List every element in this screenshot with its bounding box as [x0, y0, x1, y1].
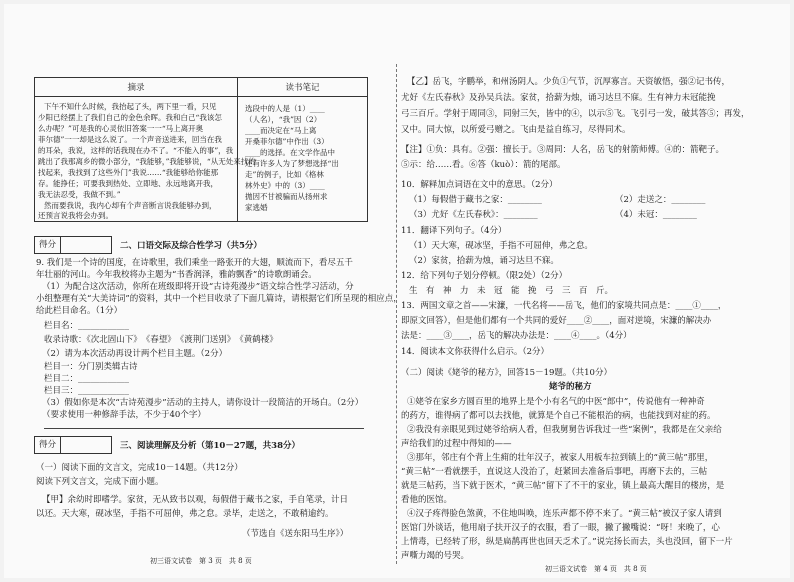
story-line: ②我没有亲眼见到过姥爷给病人看，但我舅舅告诉我过一些“案例”，我都是在父亲给 [407, 425, 722, 435]
excerpt-line: 我无法忍受，我做不到。” [38, 190, 121, 199]
story-line: 声嘶力竭的号哭。 [401, 551, 470, 561]
notes-line: 【注】①负：具有。②强：擅长于。③周同：人名，岳飞的射箭师傅。④的：箭靶子。 [401, 145, 725, 155]
q13-line: 法是：____③____，岳飞的解决办法是：____④____。（4分） [401, 331, 632, 341]
score-label: 得分 [35, 237, 61, 253]
story-line: ③那年，邻庄有个背上生痈的壮年汉子，被家人用板车拉到镇上的“黄三帖”那里， [407, 453, 714, 463]
answer-line [44, 428, 364, 429]
excerpt-cell [35, 97, 256, 222]
q9-line: 小组整理有关“大美诗词”的资料，其中一个栏目收录了下面几篇诗，请根据它们所呈现的相应点， [36, 294, 402, 304]
q10-item: （3）尤好《左氏春秋》：________ [409, 210, 538, 220]
note-line: ____的选择。在文学作品中 [245, 148, 335, 157]
score-label: 得分 [35, 437, 61, 453]
notes-header: 读书笔记 [238, 78, 368, 97]
q9-line: 9. 我们是一个诗的国度，在诗歌里，我们乘坐一路张开的大翅，顺流而下，看尽五千 [36, 258, 353, 268]
story-line: ④汉子疼得脸色煞黄，不住地叫唤，连乐声都不停不来了。“黄三帖”被汉子家人请到 [407, 509, 722, 519]
excerpt-line: 跳出了我那离乡的微小部分，“我能够，”我能够说，“从无处来找的 [38, 157, 256, 166]
q11-prompt: 11．翻译下列句子。（4分） [401, 226, 507, 236]
page-footer: 初三语文试卷 第 4 页 共 8 页 [545, 565, 647, 573]
reading-2-intro: （二）阅读《姥爷的秘方》，回答15－19题。（共10分） [401, 368, 612, 378]
q12-prompt: 12．给下列句子划分停顿。（限2处）（2分） [401, 271, 568, 281]
excerpt-line: 找起来，我找到了这些外门”我说……“我能够给你能那 [38, 168, 219, 177]
q9-line: 年壮丽的河山。今年我校将办主题为“书香润泽，雅韵飘香”的诗歌朗诵会。 [36, 270, 317, 280]
passage-yi-line: 弓三百斤。学射于周同③，同射三矢，皆中的④，以示⑤飞。飞引弓一发，破其答⑤；再发， [401, 109, 750, 119]
column-3: 栏目三：____________ [44, 386, 130, 396]
q9-line: （1）为配合这次活动，你所在班级即将开设“古诗苑漫步”语文综合性学习活动，分 [42, 282, 354, 292]
reading-1-intro: （一）阅读下面的文言文，完成10－14题。（共12分） [36, 463, 243, 473]
passage-yi-line: 又中。同大惊，以所爱弓赠之。飞由是益自练习，尽得同术。 [401, 125, 631, 135]
note-line: 家逃婚 [245, 203, 268, 212]
score-box-section-3 [34, 436, 112, 454]
q13-line: 即原文回答），但是他们都有一个共同的爱好____②____，面对逆境，宋濂的解决办 [401, 316, 712, 326]
excerpt-line: 还预言说我将会办到。 [38, 211, 113, 220]
excerpt-line: 菲尔德”一一却是这么说了。一个声音送进来，回当在我 [38, 135, 222, 144]
q14-prompt: 14．阅读本文你获得什么启示。（2分） [401, 347, 549, 357]
page-4 [399, 4, 790, 578]
story-line: 看他的医馆。 [401, 495, 453, 505]
passage-yi-line: 尤好《左氏春秋》及孙吴兵法。家贫，拾薪为烛，诵习达旦不寐。生有神力未冠能挽 [401, 93, 716, 103]
excerpt-line: 么办呢？”可是我的心灵依旧答案一一“马上离开奥 [38, 124, 204, 133]
q9-2-prompt: （2）请为本次活动再设计两个栏目主题。（2分） [42, 349, 228, 359]
page-footer: 初三语文试卷 第 3 页 共 8 页 [150, 557, 252, 565]
note-line: ____而决定在“马上离 [245, 126, 317, 135]
q9-3-requirement: （要求使用一种修辞手法，不少于40个字） [42, 410, 206, 420]
story-line: 就是三帖药，当下就于医术，“黄三帖”留下了不干的家业，镇上最高大醒目的楼房，是 [401, 481, 725, 491]
column-name-answer: 栏目名：____________ [44, 321, 130, 331]
section-2-title: 二、口语交际及综合性学习（共5分） [120, 241, 262, 251]
note-line: 林外史》中的（3）____ [245, 181, 325, 190]
page-3 [4, 4, 402, 578]
note-line: （人名），“我”因（2） [245, 115, 322, 124]
note-line: 选段中的人是（1）____ [245, 104, 325, 113]
story-line: ①姥爷在家乡方圆百里的地界上是个小有名气的中医“郎中”，传说他有一种神奇 [407, 397, 705, 407]
excerpt-line: 的耳朵，我说，这样的话我现在办不了。“不能入的事”，我 [38, 146, 234, 155]
excerpt-line: 下午不知什么时候，我抬起了头，两下里一看，只见 [44, 102, 217, 111]
q12-sentence: 生 有 神 力 未 冠 能 挽 弓 三 百 斤。 [409, 286, 614, 296]
note-line: 走”的例子，比如《格林 [245, 170, 324, 179]
notes-line: ⑤示：给……看。⑥答（kuò）：箭的尾部。 [401, 160, 566, 170]
passage-jia-line: 以还。天大寒，砚冰坚，手指不可屈伸，弗之怠。录毕，走送之，不敢稍逾约。 [36, 509, 334, 519]
note-line: 还有许多人为了梦想选择“出 [245, 159, 339, 168]
q10-item: （1）每假借于藏书之家：________ [409, 195, 542, 205]
note-line: 开桑菲尔德”中作出（3） [245, 137, 329, 146]
excerpt-line: 然而要我说，我内心却有个声音断言说我能够办到， [44, 201, 217, 210]
q9-line: 给此栏目命名。（1分） [36, 306, 123, 316]
passage-yi-line: 【乙】岳飞，字鹏举，和州汤阴人。少负①气节，沉厚寡言。天资敏悟，强②记书传， [407, 77, 731, 87]
excerpt-header: 摘录 [35, 78, 238, 97]
section-3-title: 三、阅读理解及分析（第10－27题，共38分） [120, 441, 300, 451]
story-line: 上情毒，已经转了形，纵是扁鹊再世也回天乏术了。”说完扬长而去，头也没回，留下一片 [401, 537, 733, 547]
reading-notes-table [34, 77, 368, 222]
passage-jia-line: 【甲】余幼时即嗜学。家贫，无从致书以观，每假借于藏书之家，手自笔录，计日 [42, 495, 349, 505]
column-1: 栏目一：分门别类辑古诗 [44, 362, 138, 372]
story-line: 的药方，谁得病了都可以去找他，就算是个自己不能根治的病，也能找到对症的药。 [401, 411, 716, 421]
column-2: 栏目二：____________ [44, 374, 130, 384]
note-cell [238, 97, 368, 222]
q11-item: （1）天大寒，砚冰坚，手指不可屈伸，弗之怠。 [409, 241, 593, 251]
excerpt-line: 少阳已经摆上了我们自己的金色余晖。我和白己“我该怎 [38, 113, 222, 122]
story-line: 医馆门外谈话，他用扇子扶开汉子的衣服，看了一眼，撇了撇嘴说：“呀！来晚了，心 [401, 523, 720, 533]
note-line: 拋因不甘被骗而从扬州求 [245, 192, 328, 201]
passage-jia-source: （节选自《送东阳马生序》） [242, 529, 349, 539]
q9-3-prompt: （3）假如你是本次“古诗苑漫步”活动的主持人，请你设计一段简洁的开场白。（2分） [42, 398, 364, 408]
reading-1-instruction: 阅读下列文言文，完成下面小题。 [36, 477, 164, 487]
score-box-section-2 [34, 236, 112, 254]
q10-item: （4）未冠：________ [615, 210, 697, 220]
excerpt-line: 存。能挣任；可要我到热处、立即地、永远地离开我， [38, 179, 218, 188]
exam-sheet [4, 4, 790, 578]
story-title: 姥爷的秘方 [549, 382, 592, 392]
q10-item: （2）走送之：________ [615, 195, 706, 205]
page-divider [396, 64, 397, 564]
collected-poems: 收录诗歌：《次北固山下》 《春望》 《渡荆门送别》 《黄鹤楼》 [44, 335, 278, 345]
q10-prompt: 10．解释加点词语在文中的意思。（2分） [401, 180, 558, 190]
story-line: “黄三帖”一看就摆手，直说这人没治了，赶紧回去准备后事吧，再磨下去的，三帖 [401, 467, 708, 477]
q13-line: 13．两国文章之首——宋濂，一代名将——岳飞，他们的家境共同点是：____①____， [401, 301, 727, 311]
q11-item: （2）家贫，拾薪为烛，诵习达旦不寐。 [409, 256, 559, 266]
story-line: 声给我们的过程中得知的—— [401, 439, 512, 449]
